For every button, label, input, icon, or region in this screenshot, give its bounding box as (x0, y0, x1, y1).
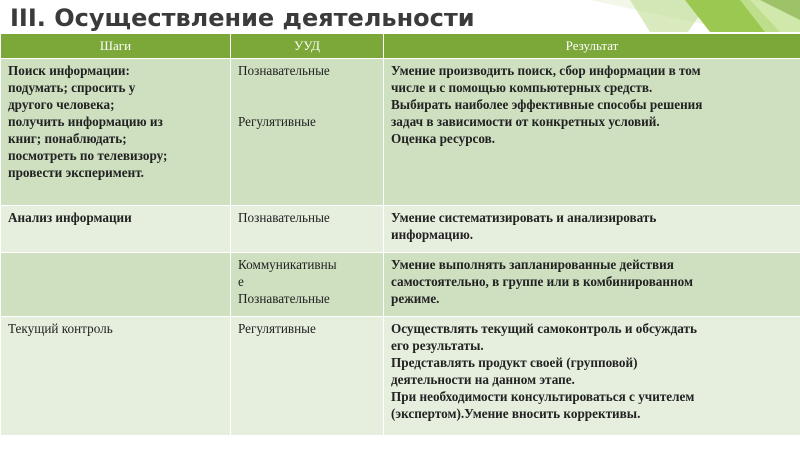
step-cell (1, 59, 231, 206)
uud-item: Познавательные (238, 291, 330, 306)
result-cell (384, 317, 800, 436)
result-line: Умение выполнять запланированные действия (391, 257, 674, 272)
uud-item: Коммуникативны (238, 257, 337, 272)
slide-title: III. Осуществление деятельности (10, 4, 475, 32)
result-line: (экспертом).Умение вносить коррективы. (391, 406, 641, 421)
uud-cell (231, 253, 384, 317)
uud-cell (231, 59, 384, 206)
table-row (1, 317, 800, 436)
decorative-green-shapes (590, 0, 800, 32)
step-line: Текущий контроль (8, 321, 113, 336)
result-line: Выбирать наиболее эффективные способы решения (391, 97, 703, 112)
result-line: Умение систематизировать и анализировать (391, 210, 657, 225)
step-line: книг; понаблюдать; (8, 131, 127, 146)
header-uud: УУД (231, 34, 384, 59)
uud-item: Регулятивные (238, 114, 316, 129)
result-line: информацию. (391, 227, 474, 242)
table-header-row (1, 34, 800, 59)
step-line: Анализ информации (8, 210, 132, 225)
uud-item: Познавательные (238, 210, 330, 225)
step-cell (1, 317, 231, 436)
result-line: его результаты. (391, 338, 484, 353)
step-line: другого человека; (8, 97, 115, 112)
result-cell (384, 59, 800, 206)
step-cell (1, 253, 231, 317)
result-line: При необходимости консультироваться с учителем (391, 389, 695, 404)
result-line: Представлять продукт своей (групповой) (391, 355, 638, 370)
step-line: посмотреть по телевизору; (8, 148, 168, 163)
step-line: получить информацию из (8, 114, 163, 129)
result-line: Умение производить поиск, сбор информации в том (391, 63, 701, 78)
step-cell (1, 206, 231, 253)
step-line: Поиск информации: (8, 63, 130, 78)
result-line: числе и с помощью компьютерных средств. (391, 80, 653, 95)
result-line: режиме. (391, 291, 440, 306)
table-row (1, 206, 800, 253)
activity-table (0, 33, 800, 436)
result-line: самостоятельно, в группе или в комбинированном (391, 274, 693, 289)
uud-cell (231, 206, 384, 253)
step-line: подумать; спросить у (8, 80, 136, 95)
header-steps: Шаги (1, 34, 231, 59)
uud-item: е (238, 274, 244, 289)
table-row (1, 59, 800, 206)
uud-item: Познавательные (238, 63, 330, 78)
result-line: задач в зависимости от конкретных условий. (391, 114, 660, 129)
header-result: Результат (384, 34, 800, 59)
result-cell (384, 253, 800, 317)
result-cell (384, 206, 800, 253)
uud-item: Регулятивные (238, 321, 316, 336)
table-row (1, 253, 800, 317)
step-line: провести эксперимент. (8, 165, 144, 180)
result-line: Осуществлять текущий самоконтроль и обсуждать (391, 321, 698, 336)
result-line: Оценка ресурсов. (391, 131, 496, 146)
uud-cell (231, 317, 384, 436)
result-line: деятельности на данном этапе. (391, 372, 575, 387)
